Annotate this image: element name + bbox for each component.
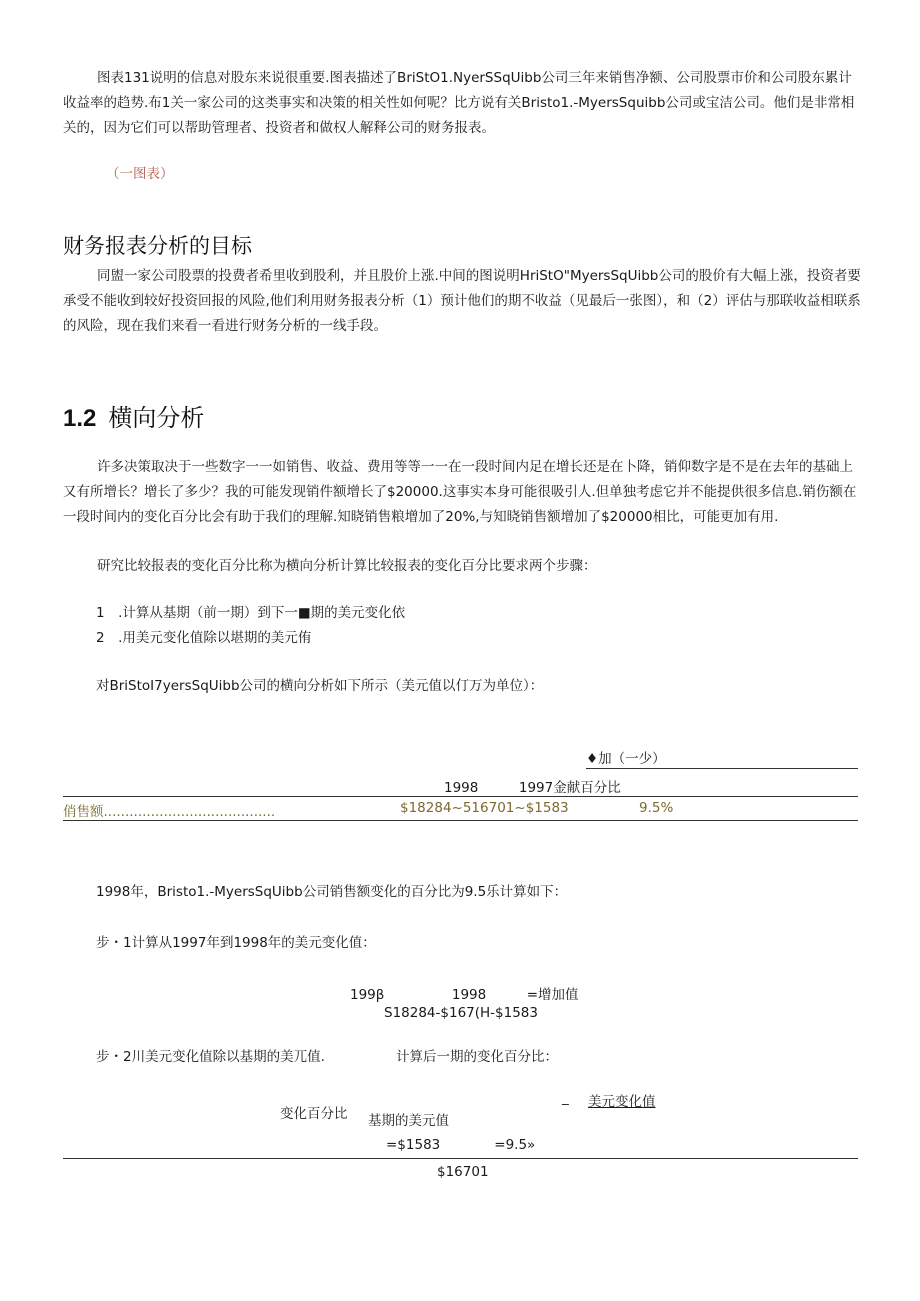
calc-step-1: 步・1计算从1997年到1998年的美元变化值： xyxy=(96,935,376,951)
calc-intro: 1998年，Bristo1.-MyersSqUibb公司销售额变化的百分比为9.5乐计算如下： xyxy=(96,884,568,900)
table-row-percent: 9.5% xyxy=(639,800,674,816)
table-bottom-rule xyxy=(63,820,858,821)
table-header-rule xyxy=(63,796,858,797)
table-row-label: 俏售额........................................ xyxy=(63,804,276,820)
formula-denominator: 基期的美元值 xyxy=(368,1113,449,1129)
table-row-sales xyxy=(63,800,858,820)
intro-paragraph: 图表131说明的信息对股东来说很重要.图表描述了BriStO1.NyerSSqUibb公司三年来销售净额、公司股票市价和公司股东累计收益率的趋势.布1关一家公司的这类事实和决策的相关性如何呢？比方说有关Bristo1.-MyersSquibb公司或宝洁公司。他们是非常相关的，因为它们可以帮助管理者、投资者和做权人解释公司的财务报表。 xyxy=(63,70,855,136)
result-line: =$1583 =9.5» xyxy=(386,1137,536,1153)
table-intro: 对BriStoI7yersSqUibb公司的横向分析如下所示（美元值以仃万为单位）： xyxy=(96,678,544,694)
figure-reference: （一图表） xyxy=(106,166,174,182)
formula-left-label: 变化百分比 xyxy=(280,1106,348,1122)
formula-numerator: 美元变化值 xyxy=(588,1094,656,1110)
table-row-values: $18284~516701~$1583 xyxy=(400,800,569,816)
table-column-header: 1998 1997金献百分比 xyxy=(444,780,621,796)
section-paragraph-2: 研究比较报表的变化百分比称为横向分析计算比较报表的变化百分比要求两个步骤： xyxy=(97,558,597,574)
section-paragraph-1: 许多决策取决于一些数字一一如销售、收益、费用等等一一在一段时间内足在增长还是在卜降，销仰数字是不是在去年的基础上又有所增长？增长了多少？我的可能发现销件额增长了$20000.这事实本身可能很吸引人.但单独考虑它并不能提供很多信息.销伤额在一段时间内的变化百分比会有助于我们的理解.知晓销售粮增加了20%,与知晓销售额增加了$20000相比，可能更加有用. xyxy=(63,459,857,525)
table-group-header: ♦加（一少） xyxy=(586,751,666,767)
equation-1-values: S18284-$167(H-$1583 xyxy=(384,1005,538,1021)
calc-step-2: 步・2川美元变化值除以基期的美兀值. xyxy=(96,1049,325,1065)
equation-1-labels: 199β 1998 =增加值 xyxy=(350,987,579,1003)
goals-heading: 财务报表分析的目标 xyxy=(63,234,252,258)
section-number: 1.2 xyxy=(63,405,97,432)
step-item-2: 2 .用美元变化值除以堪期的美元侑 xyxy=(96,630,312,646)
result-rule xyxy=(63,1158,858,1159)
section-heading xyxy=(63,398,204,433)
goals-paragraph: 同盥一家公司股票的投费者希里收到股利，并且股价上涨.中间的图说明HriStO"MyersSqUibb公司的股价有大幅上涨，投资者要承受不能收到较好投资回报的风险,他们利用财务报表分析（1）预计他们的期不收益（见最后一张图），和（2）评估与那联收益相联系的风险，现在我们来看一看进行财务分析的一线手段。 xyxy=(63,268,861,334)
formula-dash: _ xyxy=(562,1090,569,1106)
calc-step-2-right: 计算后一期的变化百分比： xyxy=(396,1049,558,1065)
section-title: 横向分析 xyxy=(108,404,205,432)
result-denominator: $16701 xyxy=(437,1164,489,1180)
table-group-rule xyxy=(586,768,858,769)
step-item-1: 1 .计算从基期（前一期）到下一■期的美元变化依 xyxy=(96,605,406,621)
